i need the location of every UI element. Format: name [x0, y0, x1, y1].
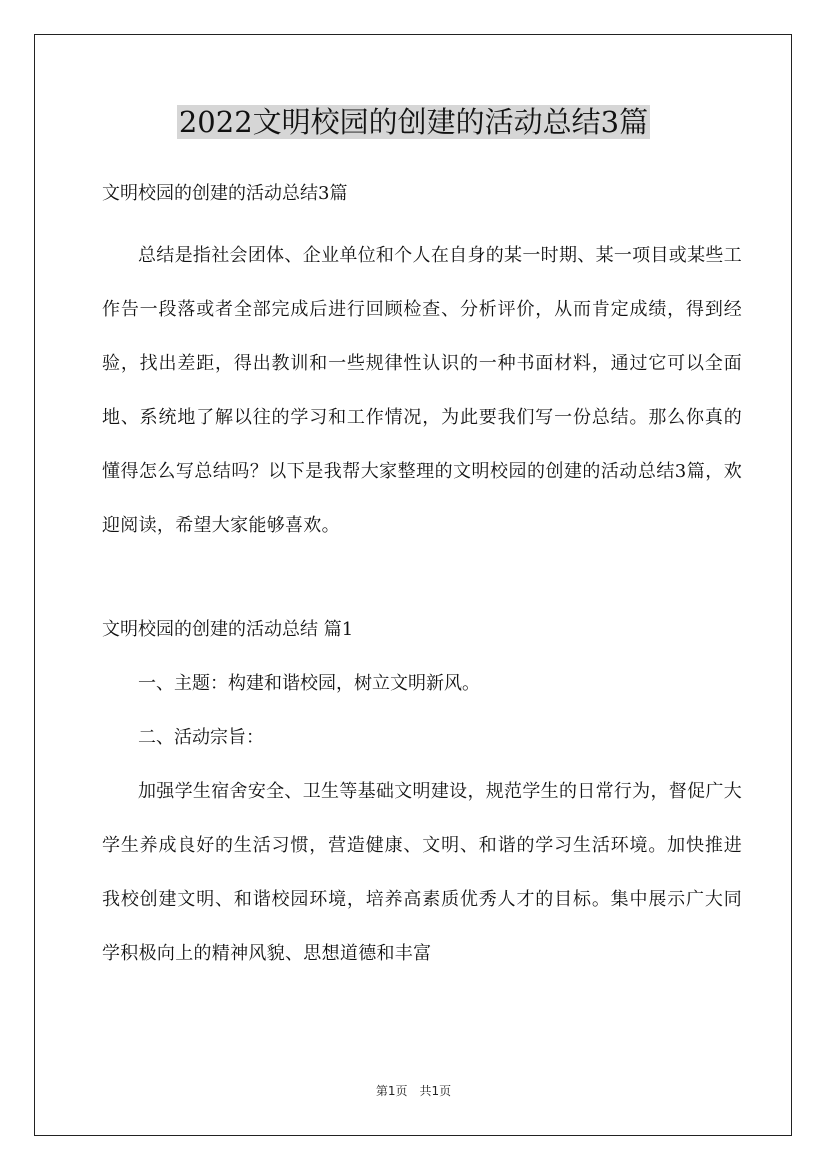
list-item-theme: 一、主题：构建和谐校园，树立文明新风。: [138, 673, 480, 694]
document-body: [102, 175, 742, 981]
body-paragraph: 加强学生宿舍安全、卫生等基础文明建设，规范学生的日常行为，督促广大学生养成良好的生活习惯，营造健康、文明、和谐的学习生活环境。加快推进我校创建文明、和谐校园环境，培养高素质优秀人才的目标。集中展示广大同学积极向上的精神风貌、思想道德和丰富: [102, 781, 742, 964]
list-item-purpose: 二、活动宗旨：: [138, 727, 264, 748]
intro-paragraph: 总结是指社会团体、企业单位和个人在自身的某一时期、某一项目或某些工作告一段落或者全部完成后进行回顾检查、分析评价，从而肯定成绩，得到经验，找出差距，得出教训和一些规律性认识的一种书面材料，通过它可以全面地、系统地了解以往的学习和工作情况，为此要我们写一份总结。那么你真的懂得怎么写总结吗？以下是我帮大家整理的文明校园的创建的活动总结3篇，欢迎阅读，希望大家能够喜欢。: [102, 245, 742, 536]
document-title-text: 2022文明校园的创建的活动总结3篇: [178, 105, 649, 139]
document-title: [0, 101, 827, 143]
document-subtitle: 文明校园的创建的活动总结3篇: [102, 183, 348, 204]
section-heading: 文明校园的创建的活动总结 篇1: [102, 619, 354, 640]
page-number: 第1页 共1页: [375, 1084, 452, 1098]
